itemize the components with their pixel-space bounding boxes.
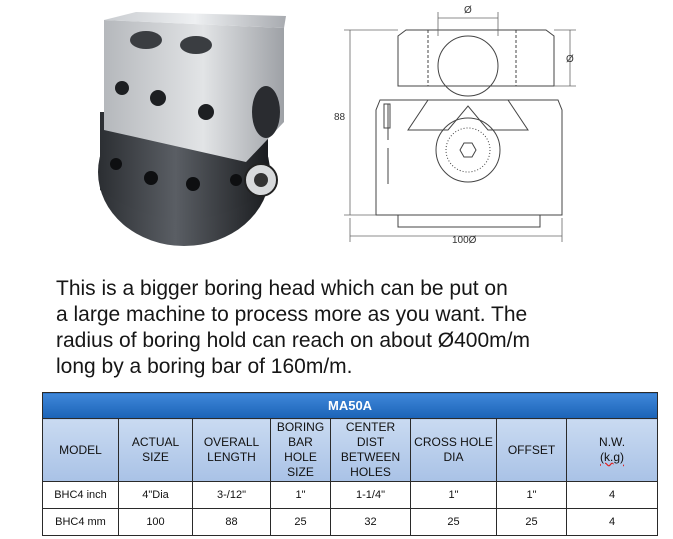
- table-title: MA50A: [43, 393, 658, 419]
- cell-overall-length: 88: [193, 509, 271, 536]
- bore-circle: [438, 36, 498, 96]
- header-nw-unit: (k.g): [600, 450, 625, 464]
- height-label: 88: [334, 112, 346, 123]
- cell-cross-hole-dia: 25: [411, 509, 497, 536]
- description-line-2: a large machine to process more as you want. The: [56, 303, 528, 326]
- header-model: MODEL: [43, 419, 119, 482]
- width-label: 100Ø: [452, 235, 477, 246]
- cell-offset: 1": [497, 482, 567, 509]
- cell-cross-hole-dia: 1": [411, 482, 497, 509]
- spec-table: [42, 392, 658, 536]
- cell-bar-hole-size: 25: [271, 509, 331, 536]
- header-boring-bar-hole-size: BORING BAR HOLE SIZE: [271, 419, 331, 482]
- top-slide-outline: [398, 30, 554, 86]
- technical-drawing: [328, 0, 578, 250]
- table-header-row: [43, 419, 658, 482]
- cell-actual-size: 4"Dia: [119, 482, 193, 509]
- description: [56, 276, 656, 380]
- bore-hole: [252, 86, 280, 138]
- cell-nw: 4: [567, 509, 658, 536]
- header-nw-label: N.W.: [599, 435, 626, 449]
- header-actual-size: ACTUAL SIZE: [119, 419, 193, 482]
- cell-center-dist: 32: [331, 509, 411, 536]
- side-diameter-label: Ø: [566, 54, 574, 65]
- cell-actual-size: 100: [119, 509, 193, 536]
- header-nw: [567, 419, 658, 482]
- cell-center-dist: 1-1/4": [331, 482, 411, 509]
- description-line-1: This is a bigger boring head which can be put on: [56, 277, 508, 300]
- cell-overall-length: 3-/12": [193, 482, 271, 509]
- cell-nw: 4: [567, 482, 658, 509]
- description-line-3: radius of boring hold can reach on about Ø400m/m: [56, 329, 530, 352]
- table-title-row: [43, 393, 658, 419]
- dovetail-outline: [380, 100, 558, 130]
- dimension-lines: [344, 12, 576, 242]
- table-row: [43, 509, 658, 536]
- table-row: [43, 482, 658, 509]
- cell-offset: 25: [497, 509, 567, 536]
- header-cross-hole-dia: CROSS HOLE DIA: [411, 419, 497, 482]
- header-offset: OFFSET: [497, 419, 567, 482]
- hex-socket: [460, 143, 476, 157]
- boring-head-photo: [96, 12, 286, 250]
- header-overall-length: OVERALL LENGTH: [193, 419, 271, 482]
- cell-model: BHC4 inch: [43, 482, 119, 509]
- cell-model: BHC4 mm: [43, 509, 119, 536]
- dial-center: [254, 173, 268, 187]
- description-line-4: long by a boring bar of 160m/m.: [56, 355, 353, 378]
- shank-outline: [398, 215, 540, 227]
- top-diameter-label: Ø: [464, 5, 472, 16]
- header-center-dist: CENTER DIST BETWEEN HOLES: [331, 419, 411, 482]
- cell-bar-hole-size: 1": [271, 482, 331, 509]
